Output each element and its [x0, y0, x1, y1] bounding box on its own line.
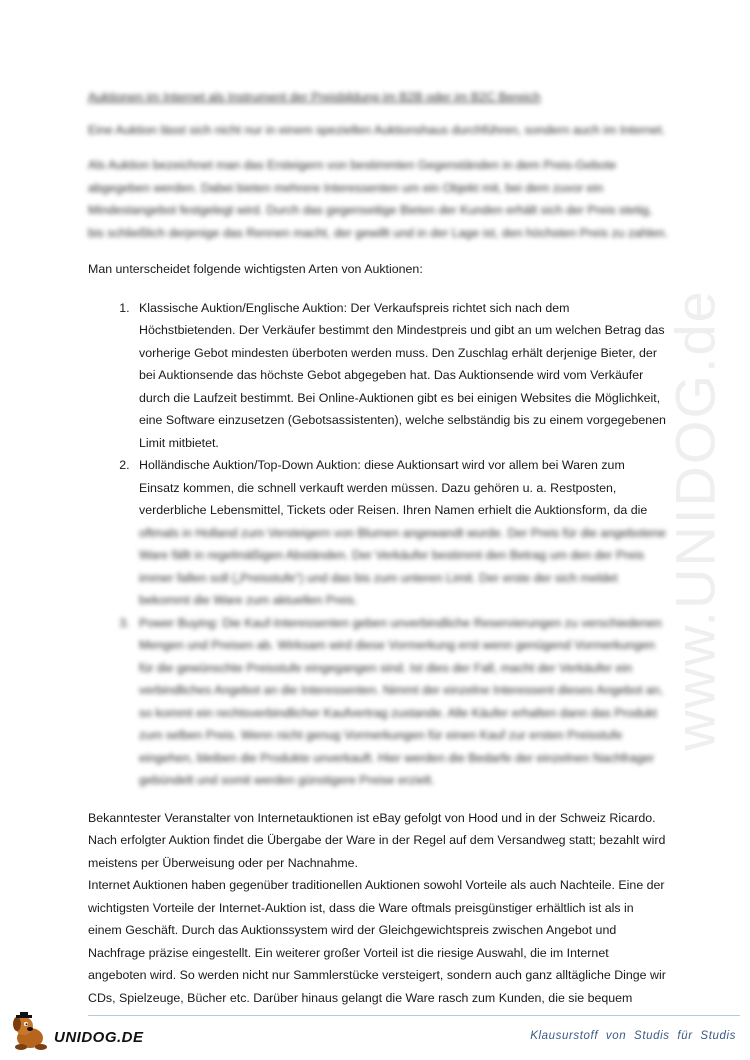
blurred-paragraph-2: Als Auktion bezeichnet man das Ersteigern von bestimmten Gegenständen in dem Preis-Gebote abgegeben werden. Dabei bieten mehrere Interessenten um ein Objekt mit, bei dem zuvor ein Mindestangebot festgelegt wird. Durch das gegenseitige Bieten der Kunden erhält sich der Preis stetig, bis schließlich derjenige das Rennen macht, der gewillt und in der Lage ist, den höchsten Preis zu zahlen. — [88, 158, 668, 240]
blurred-paragraph-1: Eine Auktion lässt sich nicht nur in einem speziellen Auktionshaus durchführen, sondern auch im Internet. — [88, 122, 666, 137]
document-body — [88, 86, 668, 1009]
list-item-3 — [133, 612, 668, 792]
unidog-logo — [8, 1012, 158, 1048]
watermark-text: www.UNIDOG.de — [663, 289, 727, 751]
closing-paragraph-1: Bekanntester Veranstalter von Internetauktionen ist eBay gefolgt von Hood und in der Schweiz Ricardo. Nach erfolgter Auktion findet die Übergabe der Ware in der Regel auf dem Versandweg statt; bezahlt wird meistens per Überweisung oder per Nachnahme. — [88, 810, 666, 870]
document-title: Auktionen im Internet als Instrument der Preisbildung im B2B oder im B2C Bereich — [88, 90, 541, 104]
list-item-3-text: Power Buying: Die Kauf-Interessenten geben unverbindliche Reservierungen zu verschiedenen Mengen und Preisen ab. Wirksam wird diese Vormerkung erst wenn genügend Vormerkungen für die gewünschte Preisstufe eingegangen sind. Ist dies der Fall, macht der Verkäufer ein verbindliches Angebot an die Interessenten. Nimmt der einzelne Interessent dieses Angebot an, so kommt ein rechtsverbindlicher Kaufvertrag zustande. Alle Käufer erhalten dann das Produkt zum selben Preis. Wenn nicht genug Vormerkungen für einen Kauf zur ersten Preisstufe eingehen, bleiben die Produkte unverkauft. Hier werden die Bedarfe der einzelnen Nachfrager gebündelt und somit werden günstigere Preise erzielt. — [139, 615, 664, 787]
closing-paragraph-2: Internet Auktionen haben gegenüber traditionellen Auktionen sowohl Vorteile als auch Nachteile. Eine der wichtigsten Vorteile der Internet-Auktion ist, dass die Ware oftmals preisgünstiger erhältlich ist als in einem Geschäft. Durch das Auktionssystem wird der Gleichgewichtspreis zwischen Angebot und Nachfrage präzise eingestellt. Ein weiterer großer Vorteil ist die riesige Auswahl, die im Internet angeboten wird. So werden nicht nur Sammlerstücke versteigert, sondern auch ganz alltägliche Dinge wir CDs, Spielzeuge, Bücher etc. Darüber hinaus gelangt die Ware rasch zum Kunden, die sie bequem — [88, 878, 666, 1005]
list-item-1-text: Klassische Auktion/Englische Auktion: Der Verkaufspreis richtet sich nach dem Höchstbietenden. Der Verkäufer bestimmt den Mindestpreis und gibt an um welchen Betrag das vorherige Gebot mindesten überboten werden muss. Den Zuschlag erhält derjenige Bieter, der bei Auktionsende das höchste Gebot abgegeben hat. Das Auktionsende wird vom Verkäufer durch die Laufzeit bestimmt. Bei Online-Auktionen gibt es bei einigen Websites die Möglichkeit, eine Software einzusetzen (Gebotsassistenten), welche selbständig bis zu einem vorgegebenen Limit mitbietet. — [139, 300, 666, 450]
auction-types-list — [88, 297, 668, 792]
list-item-2 — [133, 454, 668, 612]
intro-text: Man unterscheidet folgende wichtigsten Arten von Auktionen: — [88, 262, 423, 276]
list-item-2-text: Holländische Auktion/Top-Down Auktion: diese Auktionsart wird vor allem bei Waren zum Einsatz kommen, die schnell verkauft werden müssen. Dazu gehören u. a. Restposten, verderbliche Lebensmittel, Tickets oder Reisen. Ihren Namen erhielt die Auktionsform, da die — [139, 458, 648, 517]
dog-mascot-icon — [8, 1012, 56, 1052]
footer-divider — [88, 1015, 740, 1016]
list-item-2-blurred-text: oftmals in Holland zum Versteigern von Blumen angewandt wurde. Der Preis für die angebotene Ware fällt in regelmäßigen Abständen. Der Verkäufer bestimmt den Betrag um den der Preis immer fallen soll („Preisstufe“) und das bis zum unteren Limit. Der erste der sich meldet bekommt die Ware zum aktuellen Preis. — [139, 525, 666, 607]
list-item-1 — [133, 297, 668, 455]
footer-tagline: Klausurstoff von Studis für Studis — [530, 1030, 736, 1042]
logo-text: UNIDOG.DE — [54, 1029, 144, 1046]
